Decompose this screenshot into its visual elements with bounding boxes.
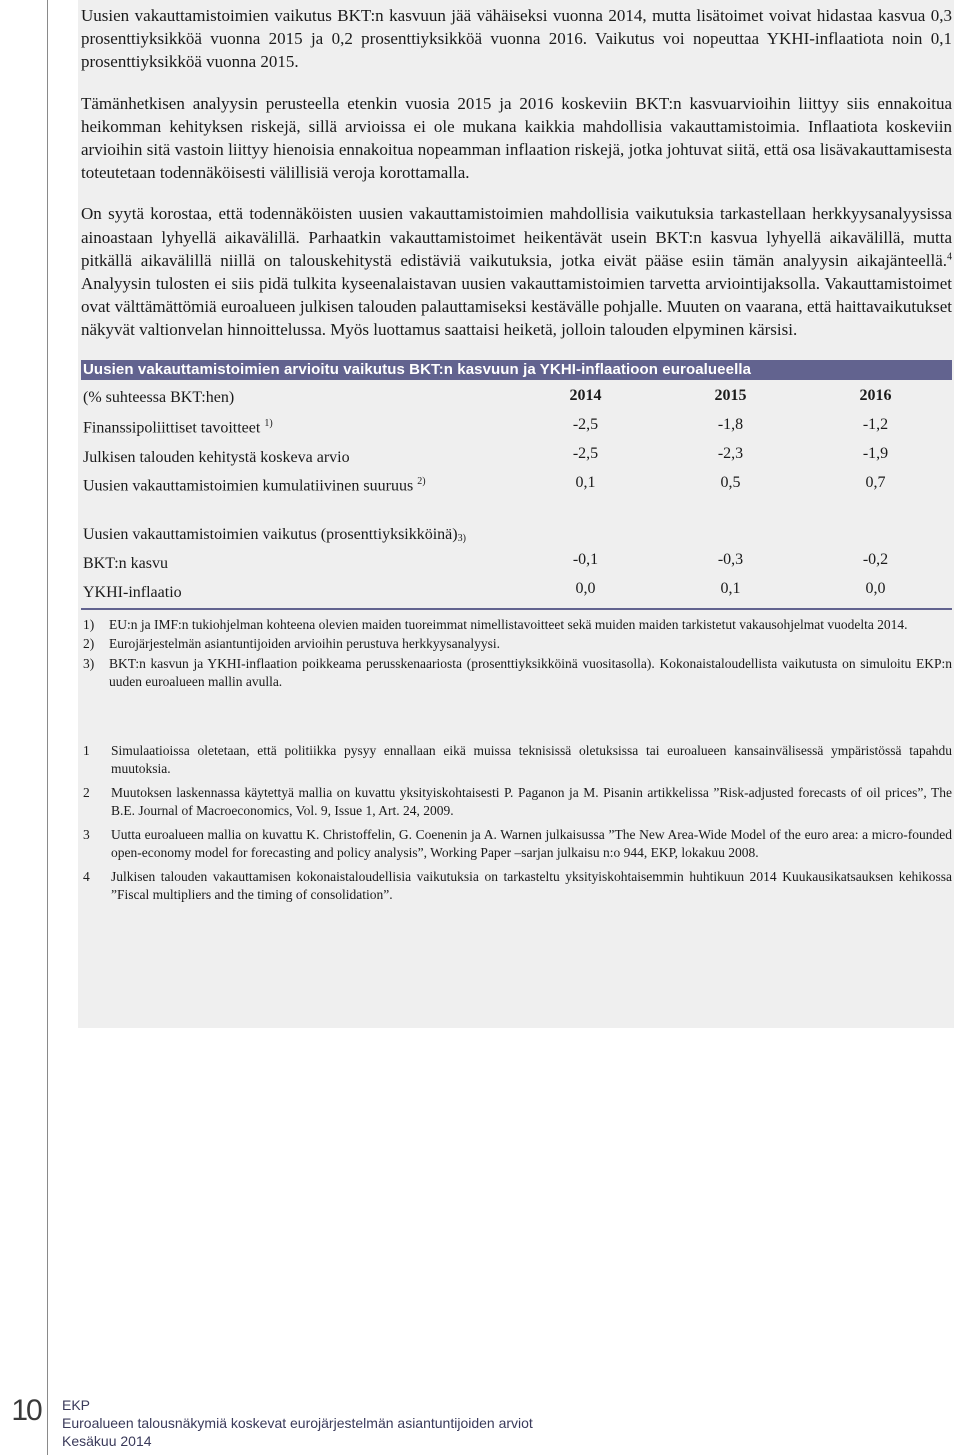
row-label: YKHI-inflaatio <box>83 583 182 601</box>
footnote-number: 2 <box>83 784 90 800</box>
table-row <box>81 467 952 496</box>
note-number: 2) <box>83 636 95 652</box>
footnote-text: Uutta euroalueen mallia on kuvattu K. Christoffelin, G. Coenenin ja A. Warnen julkaisussa ”The New Area-Wide Model of the euro area: a micro-founded open-economy model for forecasting and policy analysis”, Working Paper –sarjan julkaisu n:o 944, EKP, lokakuu 2008. <box>111 826 952 861</box>
table-separator <box>81 608 952 610</box>
table-row <box>81 573 952 602</box>
footnote-text: Julkisen talouden vakauttamisen kokonaistaloudellisia vaikutuksia on tarkasteltu yksityiskohtaisemmin huhtikuun 2014 Kuukausikatsauksen kehikossa ”Fiscal multipliers and the timing of consolidation”. <box>111 868 952 903</box>
table-note <box>81 616 952 635</box>
footnotes <box>81 742 952 905</box>
paragraph-3-part-2: Analyysin tulosten ei siis pidä tulkita kyseenalaistavan uusien vakauttamistoimien tarvetta arviointijaksolla. Vakauttamistoimet ovat välttämättömiä euroalueen julkisen talouden palauttamiseksi kestävälle pohjalle. Muuten on vaarana, että haittavaikutukset näkyvät valtionvelan hinnoittelussa. Myös luottamus saattaisi heiketä, jolloin talouden elpyminen kärsisi. <box>81 274 952 340</box>
page-number: 10 <box>11 1394 41 1427</box>
impact-subheading <box>81 514 952 544</box>
table-notes <box>81 616 952 692</box>
sensitivity-table-box <box>81 360 952 692</box>
table-cell: 0,7 <box>865 473 886 491</box>
year-header: 2015 <box>714 386 747 404</box>
table-row <box>81 438 952 467</box>
table-cell: 0,1 <box>720 579 741 597</box>
year-header: 2014 <box>569 386 602 404</box>
table-unit-label: (% suhteessa BKT:hen) <box>83 388 235 406</box>
table-header-row <box>81 380 952 409</box>
footer-publication: Euroalueen talousnäkymiä koskevat eurojärjestelmän asiantuntijoiden arviot <box>62 1415 533 1431</box>
note-number: 3) <box>83 655 95 671</box>
table-row <box>81 544 952 573</box>
table-cell: 0,5 <box>720 473 741 491</box>
paragraph-1: Uusien vakauttamistoimien vaikutus BKT:n kasvuun jää vähäiseksi vuonna 2014, mutta lisätoimet voivat hidastaa kasvua 0,3 prosenttiyksikköä vuonna 2015 ja 0,2 prosenttiyksikköä vuonna 2016. Vaikutus voi nopeuttaa YKHI-inflaatiota noin 0,1 prosenttiyksikköä vuonna 2015. <box>81 6 952 72</box>
row-note-ref: 1) <box>264 418 273 430</box>
year-header: 2016 <box>859 386 892 404</box>
paragraph-3 <box>81 202 952 341</box>
row-label: BKT:n kasvu <box>83 554 168 572</box>
row-note-ref: 2) <box>417 476 426 488</box>
table-cell: -0,1 <box>572 550 599 568</box>
footer-date: Kesäkuu 2014 <box>62 1433 152 1449</box>
footnote-ref-4[interactable]: 4 <box>947 251 952 263</box>
table-cell: -1,9 <box>862 444 889 462</box>
paragraph-3-part-1: On syytä korostaa, että todennäköisten uusien vakauttamistoimien mahdollisia vaikutuksia tarkastellaan herkkyysanalyysissa ainoastaan lyhyellä aikavälillä. Parhaatkin vakauttamistoimet heikentävät usein BKT:n kasvua lyhyellä aikavälillä, mutta pitkällä aikavälillä niillä on talouskehitystä edistäviä vaikutuksia, jotka eivät pääse esiin tämän analyysin aikajänteellä. <box>81 204 952 270</box>
margin-rule <box>47 0 48 1455</box>
row-label: Julkisen talouden kehitystä koskeva arvio <box>83 448 350 466</box>
footnote-number: 1 <box>83 742 90 758</box>
page-content <box>81 4 952 910</box>
table-cell: -0,3 <box>717 550 744 568</box>
table-cell: -2,5 <box>572 415 599 433</box>
paragraph-2: Tämänhetkisen analyysin perusteella etenkin vuosia 2015 ja 2016 koskeviin BKT:n kasvuarvioihin liittyy siis ennakoitua heikomman kehityksen riskejä, sillä arvioissa ei ole mukana kaikkia mahdollisia vakauttamistoimia. Inflaatiota koskeviin arvioihin sitä vastoin liittyy hienoisia ennakoitua nopeamman inflaation riskejä, jotka johtuvat siitä, että osa lisävakauttamisesta toteutetaan todennäköisesti välillisiä veroja korottamalla. <box>81 93 952 183</box>
footer-org: EKP <box>62 1397 91 1413</box>
note-text: BKT:n kasvun ja YKHI-inflaation poikkeama perusskenaariosta (prosenttiyksikköinä vuositasolla). Kokonaistaloudellista vaikutusta on simuloitu EKP:n uuden euroalueen mallin avulla. <box>109 655 952 690</box>
row-label: Finanssipoliittiset tavoitteet <box>83 419 261 437</box>
table-cell: -2,5 <box>572 444 599 462</box>
table-row <box>81 409 952 438</box>
page-footer <box>62 1396 533 1450</box>
table-title: Uusien vakauttamistoimien arvioitu vaikutus BKT:n kasvuun ja YKHI-inflaatioon euroalueella <box>81 360 952 380</box>
note-text: Eurojärjestelmän asiantuntijoiden arvioihin perustuva herkkyysanalyysi. <box>109 636 501 652</box>
impact-label: Uusien vakauttamistoimien vaikutus (prosenttiyksikköinä) <box>83 525 458 543</box>
footnote-number: 4 <box>83 868 90 884</box>
table-note <box>81 655 952 692</box>
table-cell: -1,2 <box>862 415 889 433</box>
table-cell: 0,1 <box>575 473 596 491</box>
footnote <box>81 868 952 905</box>
table-cell: -2,3 <box>717 444 744 462</box>
table-cell: 0,0 <box>865 579 886 597</box>
note-number: 1) <box>83 616 95 632</box>
footnote-number: 3 <box>83 826 90 842</box>
footnote-text: Simulaatioissa oletetaan, että politiikka pysyy ennallaan eikä muissa teknisissä oletuksissa tai euroalueen kansainvälisessä ympäristössä tapahdu muutoksia. <box>111 742 952 777</box>
footnote-text: Muutoksen laskennassa käytettyä mallia on kuvattu yksityiskohtaisesti P. Paganon ja M. Pisanin artikkelissa ”Risk-adjusted forecasts of oil prices”, The B.E. Journal of Macroeconomics, Vol. 9, Issue 1, Art. 24, 2009. <box>111 784 952 819</box>
table-note <box>81 635 952 654</box>
note-text: EU:n ja IMF:n tukiohjelman kohteena olevien maiden tuoreimmat nimellistavoitteet sekä muiden maiden tarkistetut vakausohjelmat vuodelta 2014. <box>109 616 908 632</box>
footnote <box>81 784 952 821</box>
row-label: Uusien vakauttamistoimien kumulatiivinen suuruus <box>83 477 414 495</box>
impact-note-ref: 3) <box>457 532 466 544</box>
footnote <box>81 742 952 779</box>
table-cell: 0,0 <box>575 579 596 597</box>
footnote <box>81 826 952 863</box>
table-cell: -0,2 <box>862 550 889 568</box>
table-cell: -1,8 <box>717 415 744 433</box>
